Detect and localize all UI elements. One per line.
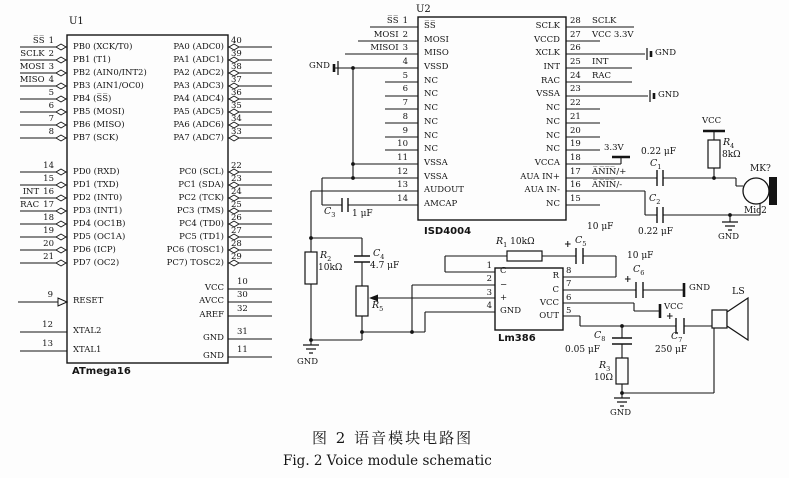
r2-gnd-label: GND: [297, 357, 319, 367]
r3-gnd-label: GND: [610, 408, 632, 418]
c6-value: 10 μF: [627, 251, 654, 261]
amp-left-pin-nums: 1 2 3 4: [486, 261, 492, 311]
c5-plus-mark: +: [564, 240, 572, 250]
c8-value: 0.05 μF: [565, 345, 600, 355]
r3-value: 10Ω: [594, 373, 613, 383]
speaker-body: [712, 310, 727, 328]
u1-ref: U1: [69, 16, 84, 27]
r2-ref: $R_2$: [320, 250, 332, 263]
c5-value: 10 μF: [587, 222, 614, 232]
u2-ref: U2: [416, 4, 431, 15]
u1-right-pin-nums-mid: 22 23 24 25 26 27 28 29: [231, 161, 242, 262]
c1-value: 0.22 μF: [641, 147, 676, 157]
u1-pin32-num: 32: [237, 304, 248, 314]
amp-right-labels: R C VCC OUT: [539, 271, 559, 322]
u1-vcc-label: VCC: [204, 282, 224, 293]
r4-ref: $R_4$: [723, 137, 735, 150]
reset-label: RESET: [73, 296, 104, 306]
r4-value: 8kΩ: [722, 150, 741, 160]
u1-right-labels-mid: PC0 (SCL) PC1 (SDA) PC2 (TCK) PC3 (TMS) PC4 (TD0) PC5 (TD1) PC6 (TOSC1) PC7) TOSC2): [166, 166, 224, 268]
c3-ref: $C_3$: [324, 206, 336, 219]
c4-value: 4.7 μF: [370, 261, 400, 271]
xtal1-label: XTAL1: [73, 345, 102, 355]
vssa-gnd-label: GND: [658, 90, 680, 100]
u1-pin30-num: 30: [237, 290, 248, 300]
u1-left-labels-mid: PD0 (RXD) PD1 (TXD) PD2 (INT0) PD3 (INT1) PD4 (OC1B) PD5 (OC1A) PD6 (ICP) PD7 (OC2): [73, 166, 126, 268]
u1-avcc-label: AVCC: [199, 295, 224, 306]
c8-ref: $C_8$: [594, 330, 606, 343]
r1-resistor: [507, 251, 542, 261]
amp-vcc-label: VCC: [664, 302, 684, 312]
c7-ref: $C_7$: [671, 331, 683, 344]
figure-caption-zh: 图 2 语音模块电路图: [312, 429, 474, 447]
mic-gnd-label: GND: [718, 232, 740, 242]
u1-aref-label: AREF: [199, 309, 224, 320]
r3-resistor: [616, 358, 628, 384]
reset-pin-num: 9: [47, 290, 53, 300]
u1-pin31-num: 31: [237, 327, 248, 337]
r5-ref: $R_5$: [372, 300, 384, 313]
r4-vcc-label: VCC: [702, 116, 722, 126]
c2-ref: $C_2$: [649, 193, 661, 206]
u2-right-labels: SCLK VCCD XCLK INT RAC VSSA NC NC NC NC VCCA AUA IN+ AUA IN- NC: [520, 21, 560, 209]
c1-ref: $C_1$: [650, 158, 662, 171]
xtal1-pin-num: 13: [42, 339, 53, 349]
c3-value: 1 μF: [352, 209, 373, 219]
c5-ref: $C_5$: [575, 235, 587, 248]
microphone-icon: [743, 178, 769, 204]
u1-left-pin-nums-mid: 14 15 INT 16 RAC 17 18 19 20 21: [20, 161, 54, 262]
amp-right-pin-nums: 8 7 6 5: [566, 266, 572, 316]
xclk-gnd-label: GND: [655, 48, 677, 58]
c6-ref: $C_6$: [633, 264, 645, 277]
amp-left-labels: C − + GND: [500, 266, 522, 317]
u1-right-pin-nums-top: 40 39 38 37 36 35 34 33: [231, 36, 242, 137]
u1-part-name: ATmega16: [72, 366, 131, 377]
u1-pin10-num: 10: [237, 277, 248, 287]
mic-id-label: MK?: [750, 164, 771, 174]
u2-left-pin-nums: S̅S̅ 1 MOSI 2 MISOI 3 4 5 6 7 8 9 10 11 12 13 14: [370, 16, 408, 204]
c7-plus-mark: +: [666, 312, 674, 322]
xtal2-label: XTAL2: [73, 326, 102, 336]
r2-resistor: [305, 252, 317, 284]
amp-part-name: Lm386: [498, 333, 536, 344]
speaker-label: LS: [732, 286, 745, 297]
audout-bias-wires: [311, 238, 362, 345]
u1-gnd11-label: GND: [202, 350, 224, 361]
u1-gnd31-label: GND: [202, 332, 224, 343]
figure-caption-en: Fig. 2 Voice module schematic: [283, 453, 492, 469]
reset-pin-triangle-icon: [58, 298, 67, 306]
u2-left-labels: S̅S̅ MOSI MISO VSSD NC NC NC NC NC NC VSSA VSSA AUDOUT AMCAP: [424, 21, 464, 209]
c6-gnd-label: GND: [689, 283, 711, 293]
u2-part-name: ISD4004: [424, 226, 472, 237]
u2-right-pin-nums: 28 SCLK 27 VCC 3.3V 26 25 INT 24 RAC 23 22 21 20 19 18 17 A̅N̅I̅N̅/+ 16 A̅N̅I̅N̅/- 15: [570, 16, 634, 204]
u1-left-labels-top: PB0 (XCK/T0) PB1 (T1) PB2 (AIN0/INT2) PB3 (AIN1/OC0) PB4 (S̅S̅) PB5 (MOSI) PB6 (MISO) PB7 (SCK): [73, 41, 147, 143]
u1-pin11-num: 11: [237, 345, 248, 355]
mic-name-label: Mic2: [744, 206, 767, 216]
u1-right-labels-top: PA0 (ADC0) PA1 (ADC1) PA2 (ADC2) PA3 (ADC3) PA4 (ADC4) PA5 (ADC5) PA6 (ADC6) PA7 (ADC7): [173, 41, 224, 143]
vcca-33v-label: 3.3V: [604, 143, 624, 153]
xtal2-pin-num: 12: [42, 320, 53, 330]
r3-ref: $R_3$: [599, 360, 611, 373]
speaker-horn-icon: [727, 298, 748, 340]
microphone-element: [769, 177, 777, 205]
c2-value: 0.22 μF: [638, 227, 673, 237]
r1-label: $R_1$ 10kΩ: [496, 236, 535, 249]
c6-plus-mark: +: [624, 275, 632, 285]
r5-potentiometer: [356, 286, 368, 316]
r4-resistor: [708, 140, 720, 168]
u2-vssd-gnd-label: GND: [308, 61, 330, 71]
c7-value: 250 μF: [655, 345, 688, 355]
u1-left-pin-nums-top: S̅S̅ 1 SCLK 2 MOSI 3 MISO 4 5 6 7 8: [19, 36, 54, 137]
c4-ref: $C_4$: [373, 248, 385, 261]
r2-value: 10kΩ: [318, 263, 343, 273]
